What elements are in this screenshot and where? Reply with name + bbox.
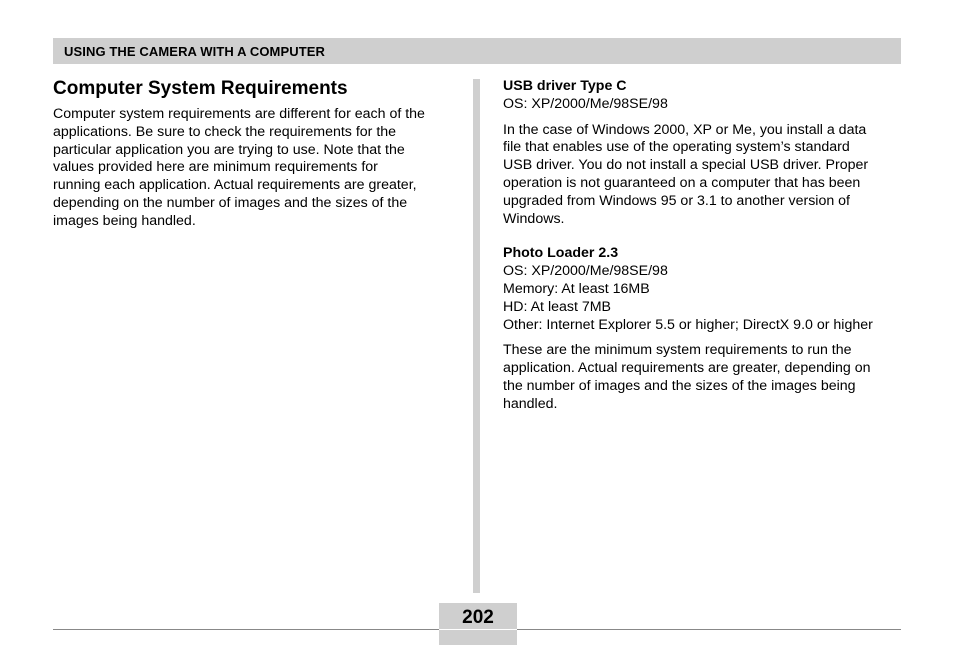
intro-line: Computer system requirements are different for each of the: [53, 106, 425, 122]
page-number: 202: [462, 607, 494, 628]
page-title: Computer System Requirements: [53, 78, 348, 99]
intro-line: particular application you are trying to use. Note that the: [53, 141, 405, 158]
section-title: USING THE CAMERA WITH A COMPUTER: [64, 44, 326, 59]
intro-line: applications. Be sure to check the requirements for the: [53, 123, 397, 140]
intro-line: values provided here are minimum requirements for: [53, 159, 378, 176]
photo-loader-os: OS: XP/2000/Me/98SE/98: [503, 263, 668, 280]
usb-driver-heading: USB driver Type C: [503, 78, 627, 94]
usb-driver-note: [503, 122, 903, 229]
intro-paragraph: [53, 106, 455, 231]
photo-note-line: These are the minimum system requirements to run the: [503, 342, 852, 359]
photo-loader-memory: Memory: At least 16MB: [503, 280, 650, 297]
usb-note-line: USB driver. You do not install a special USB driver. Proper: [503, 157, 869, 174]
column-divider: [473, 79, 480, 593]
photo-loader-heading: Photo Loader 2.3: [503, 245, 619, 262]
intro-line: depending on the number of images and the sizes of the: [53, 194, 408, 211]
photo-loader-note: [503, 342, 903, 413]
photo-note-line: the number of images and the sizes of the images being: [503, 377, 856, 394]
usb-driver-os: OS: XP/2000/Me/98SE/98: [503, 95, 668, 112]
usb-note-line: In the case of Windows 2000, XP or Me, you install a data: [503, 121, 867, 138]
usb-note-line: upgraded from Windows 95 or 3.1 to another version of: [503, 192, 850, 209]
section-header: [53, 38, 901, 64]
photo-note-line: handled.: [503, 395, 558, 412]
right-column: [503, 78, 903, 414]
photo-note-line: application. Actual requirements are greater, depending on: [503, 360, 871, 377]
usb-note-line: file that enables use of the operating system’s standard: [503, 139, 850, 156]
intro-line: images being handled.: [53, 212, 196, 229]
usb-note-line: operation is not guaranteed on a computer that has been: [503, 174, 861, 191]
usb-note-line: Windows.: [503, 210, 565, 227]
photo-loader-hd: HD: At least 7MB: [503, 298, 612, 315]
left-column: [53, 78, 455, 231]
page-number-box: [439, 603, 517, 645]
intro-line: running each application. Actual requirements are greater,: [53, 177, 417, 194]
photo-loader-other: Other: Internet Explorer 5.5 or higher; DirectX 9.0 or higher: [503, 316, 873, 333]
